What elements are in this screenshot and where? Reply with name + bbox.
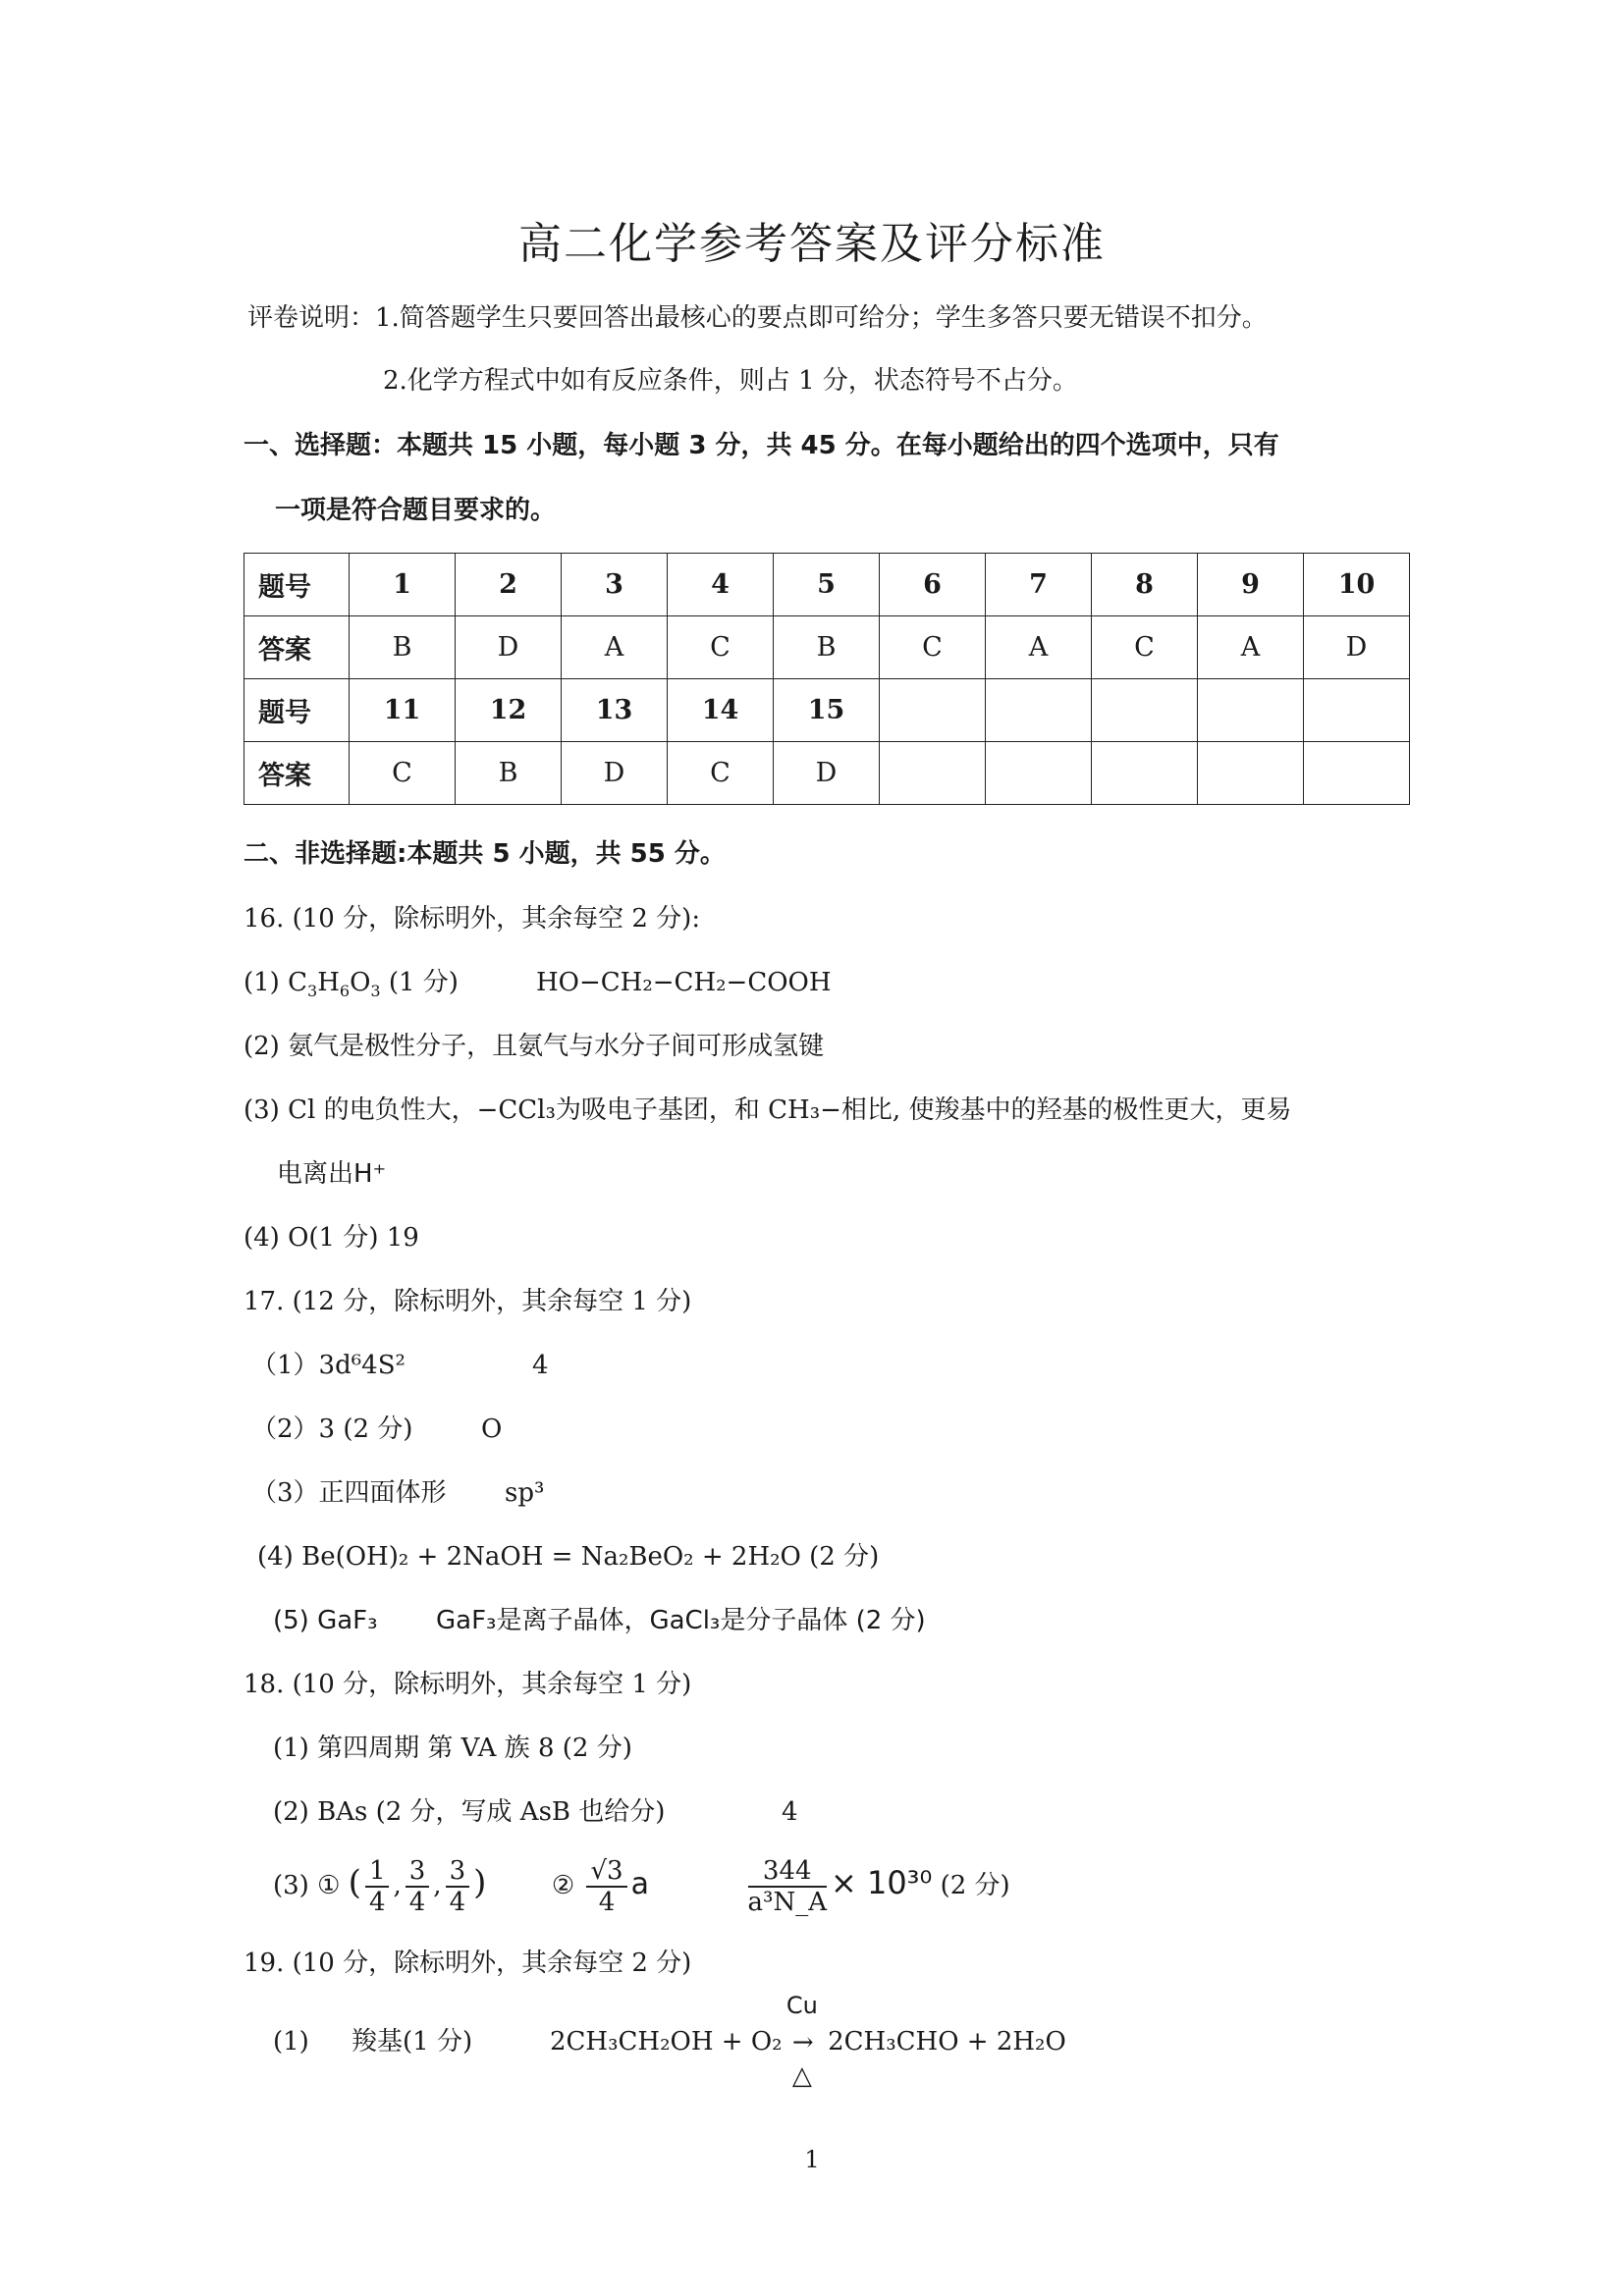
sqrt-fraction: $\frac{√3}{4}$	[586, 1856, 626, 1917]
answer-cell: B	[774, 616, 880, 679]
q17-heading: 17. (12 分，除标明外，其余每空 1 分)	[244, 1287, 692, 1316]
q18-part3-label: (3) ①	[273, 1871, 341, 1900]
q16-part1	[244, 965, 459, 1009]
question-number: 14	[668, 679, 774, 742]
section1-heading-line1: 一、选择题：本题共 15 小题，每小题 3 分，共 45 分。在每小题给出的四个选项中，只有	[244, 431, 1279, 460]
table-row	[244, 742, 1410, 805]
q17-part2-answer: O	[481, 1415, 503, 1444]
answer-cell: C	[668, 742, 774, 805]
equation-reactants: 2CH₃CH₂OH + O₂	[550, 2027, 783, 2056]
page-number: 1	[804, 2146, 820, 2173]
answer-label: 答案	[244, 616, 350, 679]
q18-part3-note: (2 分)	[940, 1871, 1010, 1900]
q19-part1-answer: 羧基(1 分)	[352, 2027, 473, 2056]
equation-products: 2CH₃CHO + 2H₂O	[828, 2027, 1066, 2056]
question-number: 6	[880, 554, 986, 616]
q17-part5-b: GaF₃是离子晶体，GaCl₃是分子晶体 (2 分)	[436, 1606, 926, 1635]
q18-part1: (1) 第四周期 第 VA 族 8 (2 分)	[273, 1734, 632, 1763]
q17-part1: （1）3d⁶4S²	[251, 1351, 406, 1380]
question-number: 12	[456, 679, 562, 742]
heat-icon: △	[791, 2061, 812, 2091]
answer-cell: A	[562, 616, 668, 679]
page-title: 高二化学参考答案及评分标准	[518, 219, 1106, 269]
answer-cell: B	[350, 616, 456, 679]
q17-part2: （2）3 (2 分)	[251, 1415, 413, 1444]
answer-cell: B	[456, 742, 562, 805]
question-number: 8	[1092, 554, 1198, 616]
fraction-3: $\frac{3}{4}$	[446, 1856, 470, 1917]
answer-label: 答案	[244, 742, 350, 805]
grading-note-2: 2.化学方程式中如有反应条件，则占 1 分，状态符号不占分。	[383, 366, 1078, 396]
answer-cell: C	[668, 616, 774, 679]
grading-note-1: 评卷说明：1.简答题学生只要回答出最核心的要点即可给分；学生多答只要无错误不扣分。	[247, 303, 1268, 333]
coordinate-open-paren: (	[348, 1863, 361, 1902]
section2-heading: 二、非选择题:本题共 5 小题，共 55 分。	[244, 839, 726, 869]
question-number: 2	[456, 554, 562, 616]
q18-part3: (3) ① ( $\frac{1}{4}$ , $\frac{3}{4}$ , $\frac{3}{4}$ ) ② $\frac{√3}{4}$ a $\frac{344}{\text{a³N\_A}}$ × 10³⁰ (2 分)	[273, 1856, 1010, 1917]
question-number: 10	[1304, 554, 1410, 616]
question-number: 9	[1198, 554, 1304, 616]
q18-part3-mark2: ②	[551, 1871, 575, 1900]
answer-cell	[986, 742, 1092, 805]
q16-part2: (2) 氨气是极性分子，且氨气与水分子间可形成氢键	[244, 1032, 825, 1061]
table-row	[244, 554, 1410, 616]
q16-part4: (4) O(1 分) 19	[244, 1223, 419, 1253]
q17-part5-a: (5) GaF₃	[273, 1606, 378, 1635]
question-number	[1092, 679, 1198, 742]
q18-part2: (2) BAs (2 分，写成 AsB 也给分)	[273, 1797, 666, 1827]
q17-part3: （3）正四面体形	[251, 1478, 447, 1508]
answer-cell	[880, 742, 986, 805]
arrow-icon: →	[791, 2028, 814, 2057]
reaction-arrow	[785, 1992, 820, 2091]
table-row	[244, 679, 1410, 742]
question-number: 15	[774, 679, 880, 742]
answer-cell: C	[1092, 616, 1198, 679]
answer-cell	[1198, 742, 1304, 805]
question-number: 4	[668, 554, 774, 616]
table-row	[244, 616, 1410, 679]
q16-heading: 16. (10 分，除标明外，其余每空 2 分):	[244, 904, 701, 934]
q19-part1-label: (1)	[273, 2027, 309, 2056]
lattice-a: a	[630, 1867, 649, 1901]
density-fraction: $\frac{344}{\text{a³N\_A}}$	[747, 1856, 827, 1917]
answer-table	[244, 553, 1410, 805]
q16-part1-formula: $C_3H_6O_3$	[288, 968, 381, 1001]
question-number: 13	[562, 679, 668, 742]
question-number: 7	[986, 554, 1092, 616]
question-number-label: 题号	[244, 679, 350, 742]
q16-part1-structure: HO−CH₂−CH₂−COOH	[536, 968, 832, 997]
q16-part3-line2: 电离出H⁺	[277, 1159, 387, 1189]
question-number	[1198, 679, 1304, 742]
question-number	[986, 679, 1092, 742]
answer-cell: D	[1304, 616, 1410, 679]
question-number: 11	[350, 679, 456, 742]
question-number: 3	[562, 554, 668, 616]
question-number-label: 题号	[244, 554, 350, 616]
q17-part1-answer: 4	[532, 1351, 549, 1380]
question-number	[880, 679, 986, 742]
answer-cell: D	[774, 742, 880, 805]
question-number: 5	[774, 554, 880, 616]
q16-part1-note: (1 分)	[380, 968, 459, 997]
section1-heading-line2: 一项是符合题目要求的。	[275, 496, 557, 525]
q16-part1-label: (1)	[244, 968, 289, 997]
fraction-1: $\frac{1}{4}$	[365, 1856, 390, 1917]
answer-cell: D	[456, 616, 562, 679]
q18-heading: 18. (10 分，除标明外，其余每空 1 分)	[244, 1670, 692, 1699]
answer-cell: C	[350, 742, 456, 805]
answer-cell	[1092, 742, 1198, 805]
answer-cell	[1304, 742, 1410, 805]
answer-cell: D	[562, 742, 668, 805]
q17-part3-answer: sp³	[505, 1478, 545, 1508]
q17-part4: (4) Be(OH)₂ + 2NaOH = Na₂BeO₂ + 2H₂O (2 分)	[257, 1542, 880, 1572]
question-number	[1304, 679, 1410, 742]
question-number: 1	[350, 554, 456, 616]
answer-cell: C	[880, 616, 986, 679]
catalyst-label: Cu	[785, 1992, 818, 2019]
q19-equation	[550, 1992, 1066, 2091]
answer-cell: A	[1198, 616, 1304, 679]
q19-heading: 19. (10 分，除标明外，其余每空 2 分)	[244, 1949, 692, 1978]
q18-part2-answer: 4	[782, 1797, 798, 1827]
density-exponent: × 10³⁰	[830, 1864, 933, 1901]
q16-part3-line1: (3) Cl 的电负性大，−CCl₃为吸电子基团，和 CH₃−相比, 使羧基中的羟基的极性更大，更易	[244, 1095, 1292, 1125]
coordinate-close-paren: )	[473, 1863, 487, 1902]
fraction-2: $\frac{3}{4}$	[406, 1856, 430, 1917]
answer-cell: A	[986, 616, 1092, 679]
